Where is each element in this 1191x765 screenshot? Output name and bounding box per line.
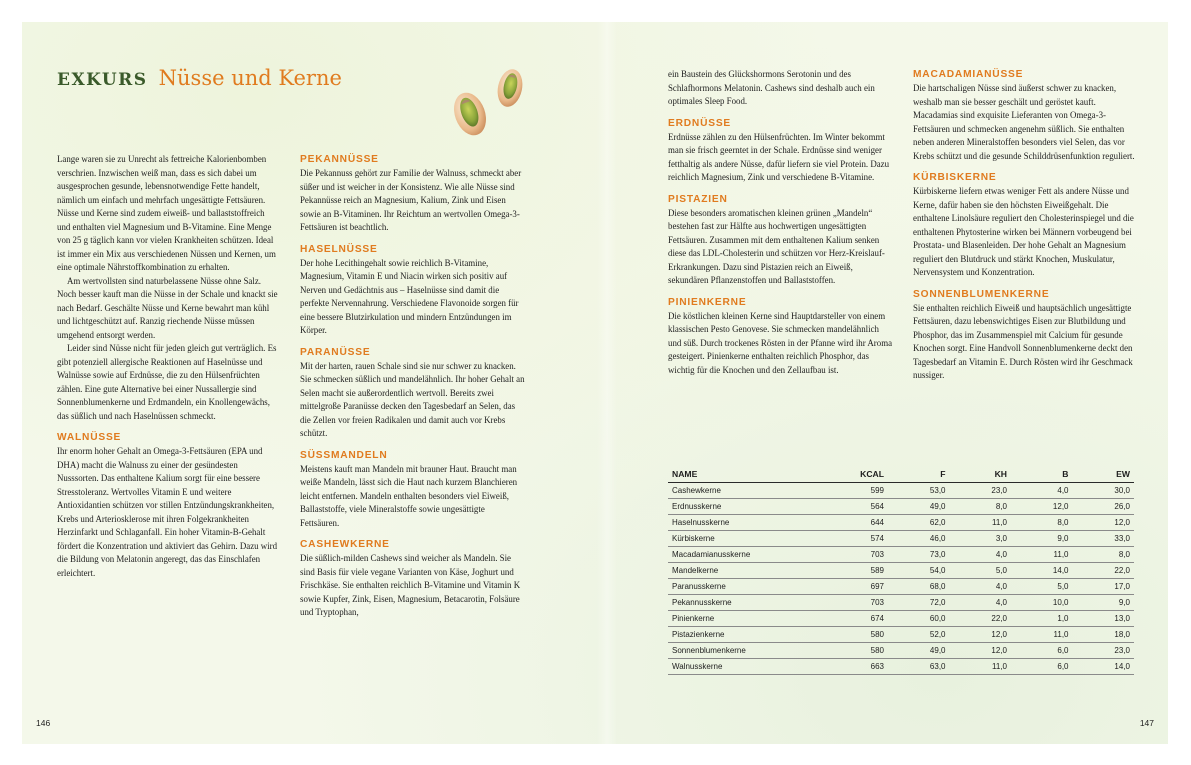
page-gutter: [597, 22, 617, 744]
table-row: [668, 578, 1134, 594]
title-kicker: EXKURS: [57, 70, 148, 90]
table-cell-value: 46,0: [888, 530, 950, 546]
table-cell-value: 574: [828, 530, 888, 546]
section-text-kuerbiskerne: Kürbiskerne liefern etwas weniger Fett als andere Nüsse und Kerne, dafür haben sie den höchsten Eiweißgehalt. Die enthaltene Linolsäure reguliert den Cholesterinspiegel und die enthaltenen Phytosterine wirken bei Männern vorbeugend bei Prostata- und Blasenleiden. Der hohe Gehalt an Magnesium reguliert den Blutdruck und stärkt Knochen, Muskulatur, Nervensystem und Konzentration.: [913, 186, 1134, 277]
table-cell-value: 10,0: [1011, 594, 1073, 610]
section-text-suessmandeln: Meistens kauft man Mandeln mit brauner Haut. Braucht man weiße Mandeln, lässt sich die Haut nach kurzem Blanchieren leicht entfernen. Mandeln enthalten besonders viel Eiweiß, Ballaststoffe, viele Mineralstoffe sowie ungesättigte Fettsäuren.: [300, 463, 518, 528]
text-column-4: [913, 68, 1141, 383]
column-header: KH: [950, 467, 1012, 483]
page-number-right: 147: [1139, 718, 1154, 728]
paragraph: Leider sind Nüsse nicht für jeden gleich gut verträglich. Es gibt potenziell allergische Reaktionen auf Haselnüsse und Walnüsse sowie auf Erdnüsse, die zu den Hülsenfrüchten zählen. Eine gute Alternative bei einer Nussallergie sind Sonnenblumenkerne und Erdmandeln, ein Knollengewächs, das süßlich und nach Haselnüssen schmeckt.: [57, 343, 277, 421]
table-cell-value: 26,0: [1073, 498, 1135, 514]
table-cell-value: 12,0: [950, 642, 1012, 658]
section-text-pinienkerne: Die köstlichen kleinen Kerne sind Hauptdarsteller von einem klassischen Pesto Genovese. Sie schmecken mandelähnlich und süß. Durch trockenes Rösten in der Pfanne wird ihr Aroma gesteigert. Pinienkerne enthalten reichlich Phosphor, das wichtig für die Knochen und den Zellaufbau ist.: [668, 310, 893, 375]
table-cell-value: 22,0: [1073, 562, 1135, 578]
table-cell-value: 663: [828, 658, 888, 674]
nutrition-table: [668, 467, 1134, 675]
table-cell-value: 14,0: [1073, 658, 1135, 674]
column-header: KCAL: [828, 467, 888, 483]
paragraph: Am wertvollsten sind naturbelassene Nüsse ohne Salz. Noch besser kauft man die Nüsse in der Schale und knackt sie nach Bedarf. Geschälte Nüsse und Kerne bewahrt man kühl und lichtgeschützt auf. Ranzig riechende Nüsse müssen umgehend entsorgt werden.: [57, 275, 278, 340]
table-cell-value: 12,0: [950, 626, 1012, 642]
pistachio-illustration: [432, 62, 542, 142]
column-header: F: [888, 467, 950, 483]
table-cell-value: 703: [828, 546, 888, 562]
table-cell-value: 4,0: [950, 578, 1012, 594]
table-cell-value: 9,0: [1011, 530, 1073, 546]
section-heading-walnuesse: WALNÜSSE: [57, 432, 122, 443]
table-cell-value: 63,0: [888, 658, 950, 674]
table-cell-name: Cashewkerne: [668, 483, 828, 499]
table-row: [668, 642, 1134, 658]
table-header-row: [668, 467, 1134, 483]
table-cell-name: Paranusskerne: [668, 578, 828, 594]
table-cell-value: 49,0: [888, 642, 950, 658]
table-cell-value: 674: [828, 610, 888, 626]
table-row: [668, 498, 1134, 514]
column-header: NAME: [668, 467, 828, 483]
section-heading-pistazien: PISTAZIEN: [668, 193, 728, 205]
table-cell-value: 4,0: [950, 594, 1012, 610]
table-cell-value: 73,0: [888, 546, 950, 562]
table-cell-value: 6,0: [1011, 642, 1073, 658]
table-body: [668, 483, 1134, 675]
page-title: [57, 66, 477, 90]
table-cell-value: 18,0: [1073, 626, 1135, 642]
section-text-pekannuesse: Die Pekannuss gehört zur Familie der Walnuss, schmeckt aber süßer und ist weicher in der Konsistenz. Wie alle Nüsse sind Pekannüsse reich an Magnesium, Kalium, Zink und Eisen sowie an B-Vitaminen. Ihr Reichtum an wertvollen Omega-3-Fettsäuren ist beachtlich.: [300, 168, 522, 232]
table-cell-value: 13,0: [1073, 610, 1135, 626]
table-cell-value: 72,0: [888, 594, 950, 610]
table-row: [668, 658, 1134, 674]
table-cell-name: Kürbiskerne: [668, 530, 828, 546]
section-heading-suessmandeln: SÜSSMANDELN: [300, 449, 388, 461]
table-cell-value: 23,0: [950, 483, 1012, 499]
table-cell-value: 1,0: [1011, 610, 1073, 626]
table-cell-value: 17,0: [1073, 578, 1135, 594]
text-column-3: [668, 68, 893, 377]
table-cell-value: 12,0: [1073, 514, 1135, 530]
column-header: B: [1011, 467, 1073, 483]
table-cell-value: 11,0: [950, 658, 1012, 674]
section-text-walnuesse: Ihr enorm hoher Gehalt an Omega-3-Fettsäuren (EPA und DHA) macht die Walnuss zu einer der gesündesten Nusssorten. Das enthaltene Kalium sorgt für eine bessere Stresstoleranz. Wertvolles Vitamin E und weitere Antioxidantien schützen vor stillen Entzündungskrankheiten, Krebs und Arteriosklerose mit ihren Folgekrankheiten Herzinfarkt und Schlaganfall. Ein hoher Vitamin-B-Gehalt fördert die Konzentration und aktiviert das Gehirn. Dazu wird die Bildung von Melatonin angeregt, das das Einschlafen erleichtert.: [57, 446, 278, 578]
section-heading-paranuesse: PARANÜSSE: [300, 346, 371, 358]
table-cell-value: 599: [828, 483, 888, 499]
table-row: [668, 562, 1134, 578]
table-cell-value: 53,0: [888, 483, 950, 499]
section-heading-erdnuesse: ERDNÜSSE: [668, 117, 732, 129]
section-heading-pekannuesse: PEKANNÜSSE: [300, 154, 379, 165]
table-cell-value: 33,0: [1073, 530, 1135, 546]
section-text-cashewkerne: Die süßlich-milden Cashews sind weicher als Mandeln. Sie sind Basis für viele vegane Varianten von Käse, Joghurt und Frischkäse. Sie enthalten reichlich B-Vitamine und Vitamin K sowie Kupfer, Zink, Eisen, Magnesium, Betacarotin, Folsäure und Tryptophan,: [300, 553, 521, 617]
book-spread: [22, 22, 1168, 744]
table-cell-value: 8,0: [950, 498, 1012, 514]
section-text-cashewkerne-continued: ein Baustein des Glückshormons Serotonin und des Schlafhormons Melatonin. Cashews sind deshalb auch ein optimales Sleep Food.: [668, 69, 875, 106]
section-heading-sonnenblumenkerne: SONNENBLUMENKERNE: [913, 288, 1050, 300]
section-heading-kuerbiskerne: KÜRBISKERNE: [913, 172, 997, 183]
section-text-erdnuesse: Erdnüsse zählen zu den Hülsenfrüchten. Im Winter bekommt man sie frisch geerntet in der Schale. Erdnüsse sind weniger fetthaltig als andere Nüsse, dafür liefern sie viel Protein. Dazu reichlich Magnesium, Zink und verschiedene B-Vitamine.: [668, 131, 890, 182]
section-heading-haselnuesse: HASELNÜSSE: [300, 243, 378, 255]
table-cell-name: Walnusskerne: [668, 658, 828, 674]
table-cell-name: Pistazienkerne: [668, 626, 828, 642]
table-cell-name: Sonnenblumenkerne: [668, 642, 828, 658]
table-cell-value: 23,0: [1073, 642, 1135, 658]
table-cell-value: 8,0: [1011, 514, 1073, 530]
table-cell-value: 49,0: [888, 498, 950, 514]
section-heading-macadamianuesse: MACADAMIANÜSSE: [913, 69, 1024, 80]
table-cell-name: Macadamianusskerne: [668, 546, 828, 562]
table-cell-value: 6,0: [1011, 658, 1073, 674]
table-cell-value: 11,0: [1011, 626, 1073, 642]
table-cell-value: 30,0: [1073, 483, 1135, 499]
section-text-paranuesse: Mit der harten, rauen Schale sind sie nur schwer zu knacken. Sie schmecken süßlich und mandelähnlich. Ihr hoher Gehalt an Selen macht sie außerordentlich wertvoll. Bereits zwei mittelgroße Paranüsse decken den Tagesbedarf an Selen, das die Zellen vor freien Radikalen und damit auch vor Krebs schützt.: [300, 360, 525, 438]
table-cell-value: 22,0: [950, 610, 1012, 626]
intro-paragraph: Lange waren sie zu Unrecht als fettreiche Kalorienbomben verschrien. Inzwischen weiß man, dass es sich dabei um ausgesprochen gesunde, lebensnotwendige Fette handelt, nämlich um einfach und mehrfach ungesättigte Fettsäuren. Nüsse und Kerne sind zudem eiweiß- und ballaststoffreich und enthalten viel Magnesium und B-Vitamine. Eine Menge von 25 g täglich kann vor vielen Krankheiten schützen. Ideal ist immer ein Mix aus verschiedenen Nüssen und Kernen, um eine optimale Nährstoffkombination zu erhalten.: [57, 154, 276, 272]
table-cell-value: 703: [828, 594, 888, 610]
table-cell-name: Pinienkerne: [668, 610, 828, 626]
table-cell-value: 54,0: [888, 562, 950, 578]
table-row: [668, 514, 1134, 530]
table-row: [668, 530, 1134, 546]
section-text-pistazien: Diese besonders aromatischen kleinen grünen „Mandeln“ bestehen fast zur Hälfte aus hochwertigen ungesättigten Fettsäuren. Zusammen mit dem enthaltenen Kalium senken diese das LDL-Cholesterin und schützen vor Herz-Kreislauf-Erkrankungen. Dazu sind Pistazien reich an Eiweiß, sekundären Pflanzenstoffen und Ballaststoffen.: [668, 207, 885, 285]
table-cell-name: Mandelkerne: [668, 562, 828, 578]
table-cell-value: 697: [828, 578, 888, 594]
section-text-sonnenblumenkerne: Sie enthalten reichlich Eiweiß und hauptsächlich ungesättigte Fettsäuren, dazu lebenswichtiges Eisen zur Blutbildung und Phosphor, das im Zusammenspiel mit Calcium für gesunde Knochen sorgt. Eine Handvoll Sonnenblumenkerne deckt den Tagesbedarf an Vitamin E. Durch Rösten wird ihr Geschmack nussiger.: [913, 302, 1133, 380]
table-row: [668, 546, 1134, 562]
table-cell-value: 5,0: [1011, 578, 1073, 594]
table-cell-value: 62,0: [888, 514, 950, 530]
table-cell-name: Haselnusskerne: [668, 514, 828, 530]
title-main: Nüsse und Kerne: [158, 66, 342, 90]
section-heading-pinienkerne: PINIENKERNE: [668, 296, 747, 308]
table-cell-value: 4,0: [950, 546, 1012, 562]
table-cell-value: 4,0: [1011, 483, 1073, 499]
section-heading-cashewkerne: CASHEWKERNE: [300, 539, 390, 550]
table-cell-value: 11,0: [950, 514, 1012, 530]
table-cell-value: 14,0: [1011, 562, 1073, 578]
table-cell-value: 589: [828, 562, 888, 578]
column-header: EW: [1073, 467, 1135, 483]
table-row: [668, 594, 1134, 610]
table-cell-value: 8,0: [1073, 546, 1135, 562]
page-number-left: 146: [36, 718, 51, 728]
section-text-haselnuesse: Der hohe Lecithingehalt sowie reichlich B-Vitamine, Magnesium, Vitamin E und Niacin wirken sich positiv auf Nerven und Gedächtnis aus – Haselnüsse sind damit die perfekte Nervennahrung. Verschiedene Flavonoide sorgen für eine bessere Blutzirkulation und mindern Entzündungen im Körper.: [300, 257, 519, 335]
table-row: [668, 626, 1134, 642]
table-row: [668, 483, 1134, 499]
table-cell-value: 3,0: [950, 530, 1012, 546]
table-cell-name: Pekannusskerne: [668, 594, 828, 610]
text-column-1: [57, 153, 279, 580]
table-cell-value: 644: [828, 514, 888, 530]
table-cell-value: 580: [828, 642, 888, 658]
table-cell-value: 11,0: [1011, 546, 1073, 562]
table-cell-value: 564: [828, 498, 888, 514]
table-row: [668, 610, 1134, 626]
table-cell-value: 9,0: [1073, 594, 1135, 610]
table-cell-value: 52,0: [888, 626, 950, 642]
text-column-2: [300, 153, 525, 620]
table-cell-value: 580: [828, 626, 888, 642]
table-cell-name: Erdnusskerne: [668, 498, 828, 514]
table-cell-value: 60,0: [888, 610, 950, 626]
table-cell-value: 5,0: [950, 562, 1012, 578]
table-cell-value: 12,0: [1011, 498, 1073, 514]
section-text-macadamianuesse: Die hartschaligen Nüsse sind äußerst schwer zu knacken, weshalb man sie besser geschält und geröstet kauft. Macadamias sind exquisite Lieferanten von Omega-3-Fettsäuren und schmecken angenehm süßlich. Sie enthalten neben anderen Mineralstoffen besonders viel Selen, das vor Krebs schützt und die gesunde Schilddrüsenfunktion reguliert.: [913, 83, 1135, 161]
table-cell-value: 68,0: [888, 578, 950, 594]
